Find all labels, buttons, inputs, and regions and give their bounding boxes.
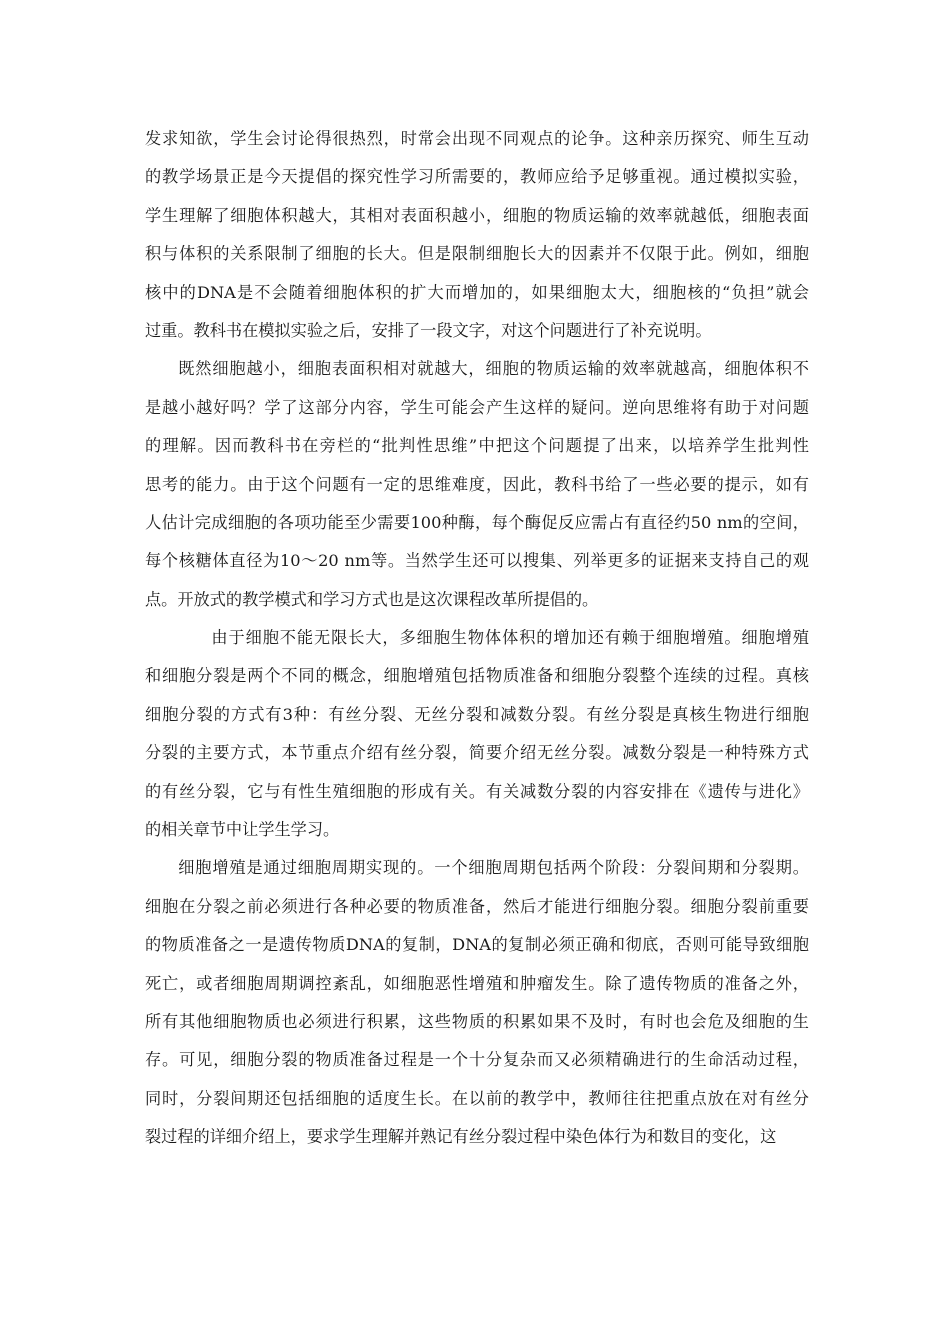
document-body — [145, 120, 809, 1157]
text-line: 学生理解了细胞体积越大，其相对表面积越小，细胞的物质运输的效率就越低，细胞表面 — [145, 205, 809, 225]
text-line: 过重。教科书在模拟实验之后，安排了一段文字，对这个问题进行了补充说明。 — [145, 320, 712, 340]
text-line: 细胞增殖是通过细胞周期实现的。一个细胞周期包括两个阶段：分裂间期和分裂期。 — [178, 858, 809, 878]
text-line: 裂过程的详细介绍上，要求学生理解并熟记有丝分裂过程中染色体行为和数目的变化，这 — [145, 1127, 777, 1147]
text-line: 积与体积的关系限制了细胞的长大。但是限制细胞长大的因素并不仅限于此。例如，细胞 — [145, 244, 809, 264]
text-line: 分裂的主要方式，本节重点介绍有丝分裂，简要介绍无丝分裂。减数分裂是一种特殊方式 — [145, 743, 809, 763]
text-line: 思考的能力。由于这个问题有一定的思维难度，因此，教科书给了一些必要的提示，如有 — [145, 474, 809, 494]
paragraph — [145, 619, 809, 849]
text-line: 的相关章节中让学生学习。 — [145, 820, 340, 840]
paragraph — [145, 849, 809, 1156]
text-line: 所有其他细胞物质也必须进行积累，这些物质的积累如果不及时，有时也会危及细胞的生 — [145, 1011, 809, 1031]
text-line: 同时，分裂间期还包括细胞的适度生长。在以前的教学中，教师往往把重点放在对有丝分 — [145, 1088, 809, 1108]
text-line: 死亡，或者细胞周期调控紊乱，如细胞恶性增殖和肿瘤发生。除了遗传物质的准备之外， — [145, 973, 809, 993]
text-line: 的物质准备之一是遗传物质DNA的复制，DNA的复制必须正确和彻底，否则可能导致细胞 — [145, 935, 809, 955]
text-line: 存。可见，细胞分裂的物质准备过程是一个十分复杂而又必须精确进行的生命活动过程， — [145, 1050, 809, 1070]
text-line: 人估计完成细胞的各项功能至少需要100种酶，每个酶促反应需占有直径约50 nm的空间， — [145, 512, 809, 532]
text-line: 的教学场景正是今天提倡的探究性学习所需要的，教师应给予足够重视。通过模拟实验， — [145, 167, 809, 187]
text-line: 和细胞分裂是两个不同的概念，细胞增殖包括物质准备和细胞分裂整个连续的过程。真核 — [145, 666, 809, 686]
text-line: 点。开放式的教学模式和学习方式也是这次课程改革所提倡的。 — [145, 589, 599, 609]
paragraph — [145, 120, 809, 350]
text-line: 发求知欲，学生会讨论得很热烈，时常会出现不同观点的论争。这种亲历探究、师生互动 — [145, 129, 809, 148]
paragraph — [145, 350, 809, 619]
text-line: 每个核糖体直径为10～20 nm等。当然学生还可以搜集、列举更多的证据来支持自己的观 — [145, 551, 809, 571]
text-line: 由于细胞不能无限长大，多细胞生物体体积的增加还有赖于细胞增殖。细胞增殖 — [211, 628, 809, 648]
text-line: 的有丝分裂，它与有性生殖细胞的形成有关。有关减数分裂的内容安排在《遗传与进化》 — [145, 781, 809, 801]
text-line: 细胞分裂的方式有3种：有丝分裂、无丝分裂和减数分裂。有丝分裂是真核生物进行细胞 — [145, 704, 809, 724]
text-line: 的理解。因而教科书在旁栏的“批判性思维”中把这个问题提了出来，以培养学生批判性 — [145, 436, 809, 456]
text-line: 细胞在分裂之前必须进行各种必要的物质准备，然后才能进行细胞分裂。细胞分裂前重要 — [145, 896, 809, 916]
text-line: 既然细胞越小，细胞表面积相对就越大，细胞的物质运输的效率就越高，细胞体积不 — [178, 359, 809, 379]
text-line: 是越小越好吗？学了这部分内容，学生可能会产生这样的疑问。逆向思维将有助于对问题 — [145, 397, 809, 417]
text-line: 核中的DNA是不会随着细胞体积的扩大而增加的，如果细胞太大，细胞核的“负担”就会 — [145, 282, 809, 302]
